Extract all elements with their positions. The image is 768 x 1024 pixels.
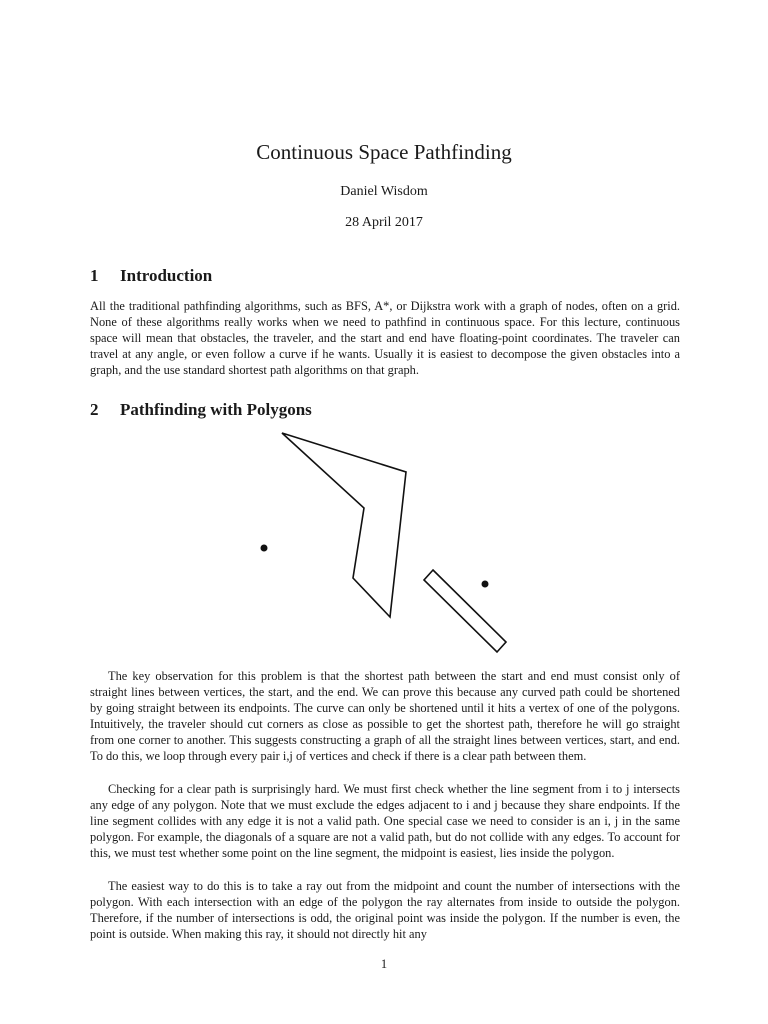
body-paragraph-observation: The key observation for this problem is that the shortest path between the start and end must consist only of straight lines between vertices, the start, and the end. We can prove this because any curved path could be shortened by going straight between its endpoints. The curve can only be shortened until it hits a vertex of one of the polygons. Intuitively, the traveler should cut corners as close as possible to get the shortest path, therefore he will go straight from one corner to another. This suggests constructing a graph of all the straight lines between vertices, start, and end. To do this, we loop through every pair i,j of vertices and check if there is a clear path between them.: [90, 669, 680, 764]
section-title: Introduction: [120, 266, 213, 285]
intro-paragraph: All the traditional pathfinding algorithms, such as BFS, A*, or Dijkstra work with a graph of nodes, often on a grid. None of these algorithms really works when we need to pathfind in continuous space. For this lecture, continuous space will mean that obstacles, the traveler, and the start and end have floating-point coordinates. The traveler can travel at any angle, or even follow a curve if he wants. Usually it is easiest to decompose the given obstacles into a graph, and the use standard shortest path algorithms on that graph.: [90, 299, 680, 378]
paper-title: Continuous Space Pathfinding: [256, 140, 512, 164]
page-number: 1: [380, 957, 388, 971]
publication-date: 28 April 2017: [345, 215, 423, 230]
section-number: 1: [90, 266, 99, 285]
author-name: Daniel Wisdom: [340, 184, 428, 199]
bar-obstacle-polygon: [424, 570, 506, 652]
section-heading-introduction: [90, 266, 212, 286]
section-title: Pathfinding with Polygons: [120, 400, 312, 419]
body-paragraph-clear-path: Checking for a clear path is surprisingly hard. We must first check whether the line segment from i to j intersects any edge of any polygon. Note that we must exclude the edges adjacent to i and j because they share endpoints. If the line segment collides with any edge it is not a valid path. One special case we need to consider is an i, j in the same polygon. For example, the diagonals of a square are not a valid path, but do not collide with any edges. To account for this, we must test whether some point on the line segment, the midpoint is easiest, lies inside the polygon.: [90, 782, 680, 861]
end-point: [482, 581, 489, 588]
section-heading-polygons: [90, 400, 312, 420]
chevron-obstacle-polygon: [282, 433, 406, 617]
body-paragraph-ray-casting: The easiest way to do this is to take a ray out from the midpoint and count the number of intersections with the polygon. With each intersection with an edge of the polygon the ray alternates from inside to outside the polygon. Therefore, if the number of intersections is odd, the original point was inside the polygon. If the number is even, the point is outside. When making this ray, it should not directly hit any: [90, 879, 680, 942]
section-number: 2: [90, 400, 99, 419]
polygon-figure: [0, 420, 768, 670]
start-point: [261, 545, 268, 552]
